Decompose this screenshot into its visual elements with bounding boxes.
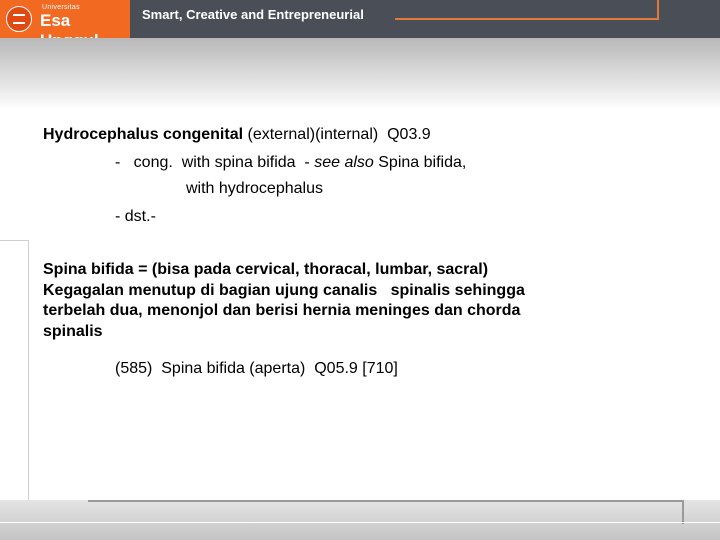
paragraph-line: spinalis <box>43 322 103 340</box>
line-dst: - dst.- <box>115 208 156 225</box>
frame-line-vertical <box>0 240 29 540</box>
term-hydrocephalus: Hydrocephalus congenital <box>43 126 244 143</box>
footer-line <box>0 522 720 523</box>
header-bar <box>0 0 720 38</box>
university-emblem-icon <box>6 6 32 32</box>
paragraph-line: terbelah dua, menonjol dan berisi hernia meninges dan chorda <box>43 302 521 319</box>
text-cong: - cong. with spina bifida - <box>115 154 315 171</box>
tagline: Smart, Creative and Entrepreneurial <box>142 7 364 22</box>
line-with-hydrocephalus: with hydrocephalus <box>186 180 323 197</box>
line-hydrocephalus <box>43 124 431 145</box>
text-see-also: see also <box>314 154 374 171</box>
code-hydrocephalus: (external)(internal) Q03.9 <box>243 126 431 143</box>
logo-subtitle: Universitas <box>42 4 80 11</box>
logo-name: Esa <box>40 11 71 30</box>
gradient-band <box>0 38 720 110</box>
logo <box>0 0 130 38</box>
header-divider-vertical <box>657 0 659 20</box>
paragraph-line: Spina bifida = (bisa pada cervical, thoracal, lumbar, sacral) <box>43 261 489 278</box>
line-spina-bifida-code: (585) Spina bifida (aperta) Q05.9 [710] <box>115 360 398 377</box>
text-spina-bifida-ref: Spina bifida, <box>373 154 467 171</box>
footer-frame <box>88 500 684 524</box>
line-cong-spina-bifida <box>115 152 466 173</box>
header-divider <box>395 18 657 20</box>
spina-bifida-paragraph <box>43 260 663 342</box>
paragraph-line: Kegagalan menutup di bagian ujung canalis spinalis sehingga <box>43 281 525 299</box>
